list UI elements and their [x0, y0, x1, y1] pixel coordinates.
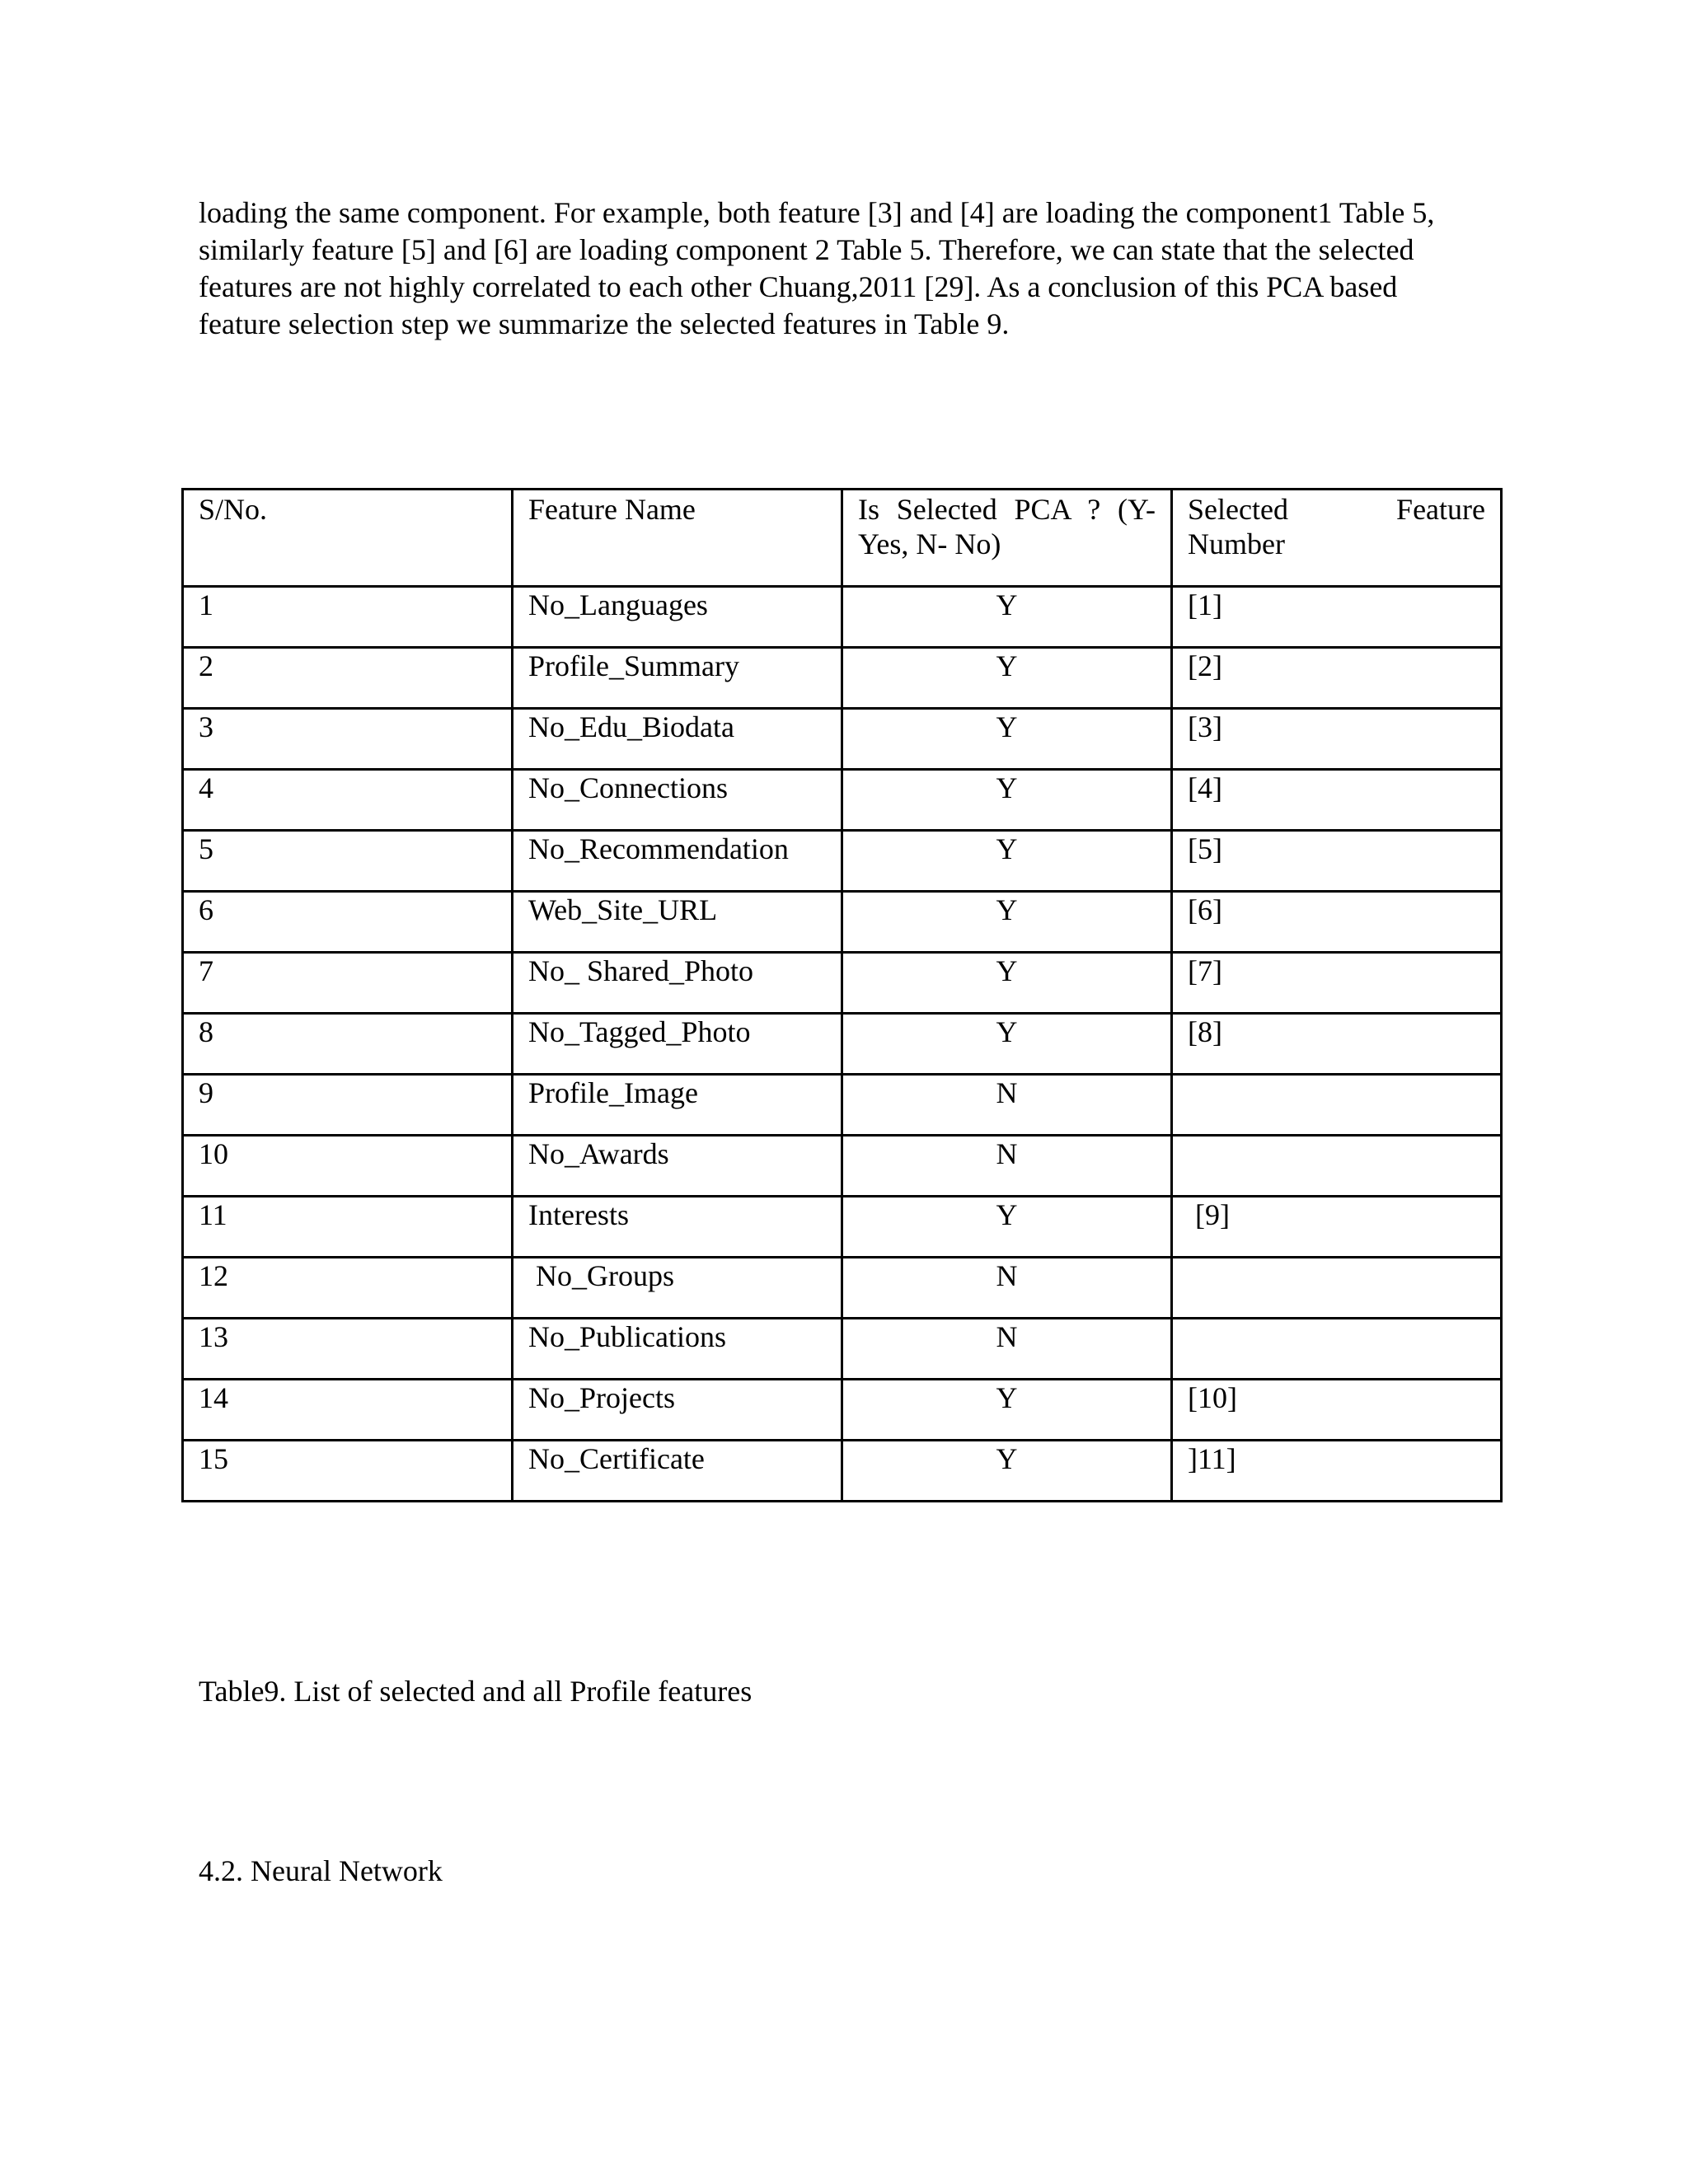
cell-feature-name: Profile_Summary [513, 648, 842, 709]
intro-line: loading the same component. For example, both feature [3] and [4] are loading the component1 Table 5, [199, 196, 1435, 229]
cell-selected-number [1172, 1136, 1502, 1197]
table-row [183, 709, 1502, 770]
cell-feature-name: Interests [513, 1197, 842, 1258]
table-row [183, 648, 1502, 709]
cell-feature-name: No_Groups [513, 1258, 842, 1319]
cell-sno: 6 [183, 892, 513, 953]
cell-sno: 7 [183, 953, 513, 1014]
cell-sno: 8 [183, 1014, 513, 1075]
header-sno [183, 490, 513, 587]
header-feature-name [513, 490, 842, 587]
table-row [183, 1319, 1502, 1380]
table-header-row [183, 490, 1502, 587]
table-row [183, 1014, 1502, 1075]
table-body [183, 587, 1502, 1502]
cell-selected-number: [6] [1172, 892, 1502, 953]
cell-is-selected: Y [842, 953, 1172, 1014]
cell-selected-number [1172, 1258, 1502, 1319]
table-row [183, 1380, 1502, 1441]
table-row [183, 1136, 1502, 1197]
cell-feature-name: No_Awards [513, 1136, 842, 1197]
cell-feature-name: No_Projects [513, 1380, 842, 1441]
cell-is-selected: Y [842, 1441, 1172, 1502]
cell-selected-number [1172, 1319, 1502, 1380]
cell-selected-number: [7] [1172, 953, 1502, 1014]
header-selected-number [1172, 490, 1502, 587]
feature-selection-table [181, 488, 1503, 1502]
cell-sno: 14 [183, 1380, 513, 1441]
cell-sno: 1 [183, 587, 513, 648]
cell-is-selected: Y [842, 1014, 1172, 1075]
cell-sno: 4 [183, 770, 513, 831]
cell-feature-name: No_Certificate [513, 1441, 842, 1502]
cell-feature-name: No_Edu_Biodata [513, 709, 842, 770]
cell-feature-name: No_Tagged_Photo [513, 1014, 842, 1075]
cell-feature-name: No_ Shared_Photo [513, 953, 842, 1014]
cell-is-selected: N [842, 1319, 1172, 1380]
intro-paragraph [199, 194, 1484, 343]
table-row [183, 1258, 1502, 1319]
intro-line: feature selection step we summarize the selected features in Table 9. [199, 307, 1010, 340]
table-row [183, 770, 1502, 831]
cell-is-selected: Y [842, 1380, 1172, 1441]
cell-sno: 11 [183, 1197, 513, 1258]
cell-is-selected: Y [842, 892, 1172, 953]
cell-sno: 3 [183, 709, 513, 770]
cell-is-selected: N [842, 1258, 1172, 1319]
cell-is-selected: Y [842, 709, 1172, 770]
cell-selected-number: [5] [1172, 831, 1502, 892]
header-is-selected-line2: Yes, N- No) [858, 527, 1001, 560]
cell-sno: 9 [183, 1075, 513, 1136]
cell-feature-name: No_Connections [513, 770, 842, 831]
header-selected-number-line2: Number [1188, 527, 1285, 560]
cell-selected-number: [2] [1172, 648, 1502, 709]
cell-selected-number: [8] [1172, 1014, 1502, 1075]
cell-sno: 5 [183, 831, 513, 892]
cell-sno: 12 [183, 1258, 513, 1319]
cell-is-selected: Y [842, 1197, 1172, 1258]
table-row [183, 953, 1502, 1014]
cell-selected-number: ]11] [1172, 1441, 1502, 1502]
header-feature-name-label: Feature Name [528, 493, 696, 526]
cell-sno: 13 [183, 1319, 513, 1380]
cell-feature-name: Web_Site_URL [513, 892, 842, 953]
cell-is-selected: Y [842, 770, 1172, 831]
cell-is-selected: N [842, 1075, 1172, 1136]
table-row [183, 587, 1502, 648]
header-is-selected-line1: Is Selected PCA ? (Y- [858, 493, 1156, 526]
cell-is-selected: Y [842, 648, 1172, 709]
header-is-selected [842, 490, 1172, 587]
cell-is-selected: Y [842, 831, 1172, 892]
cell-sno: 2 [183, 648, 513, 709]
table-row [183, 1197, 1502, 1258]
cell-selected-number: [3] [1172, 709, 1502, 770]
intro-line: similarly feature [5] and [6] are loading component 2 Table 5. Therefore, we can state that the selected [199, 233, 1414, 266]
section-heading: 4.2. Neural Network [199, 1854, 443, 1887]
cell-feature-name: Profile_Image [513, 1075, 842, 1136]
table-row [183, 1075, 1502, 1136]
cell-sno: 15 [183, 1441, 513, 1502]
header-selected-number-line1: Selected Feature [1188, 493, 1485, 526]
table-row [183, 1441, 1502, 1502]
cell-selected-number: [1] [1172, 587, 1502, 648]
table-caption: Table9. List of selected and all Profile features [199, 1675, 753, 1708]
cell-feature-name: No_Recommendation [513, 831, 842, 892]
cell-selected-number [1172, 1075, 1502, 1136]
table-row [183, 892, 1502, 953]
table-row [183, 831, 1502, 892]
cell-is-selected: Y [842, 587, 1172, 648]
intro-line: features are not highly correlated to each other Chuang,2011 [29]. As a conclusion of this PCA based [199, 270, 1398, 303]
cell-selected-number: [4] [1172, 770, 1502, 831]
cell-selected-number: [9] [1172, 1197, 1502, 1258]
cell-selected-number: [10] [1172, 1380, 1502, 1441]
cell-feature-name: No_Languages [513, 587, 842, 648]
cell-sno: 10 [183, 1136, 513, 1197]
cell-is-selected: N [842, 1136, 1172, 1197]
header-sno-label: S/No. [199, 493, 268, 526]
cell-feature-name: No_Publications [513, 1319, 842, 1380]
